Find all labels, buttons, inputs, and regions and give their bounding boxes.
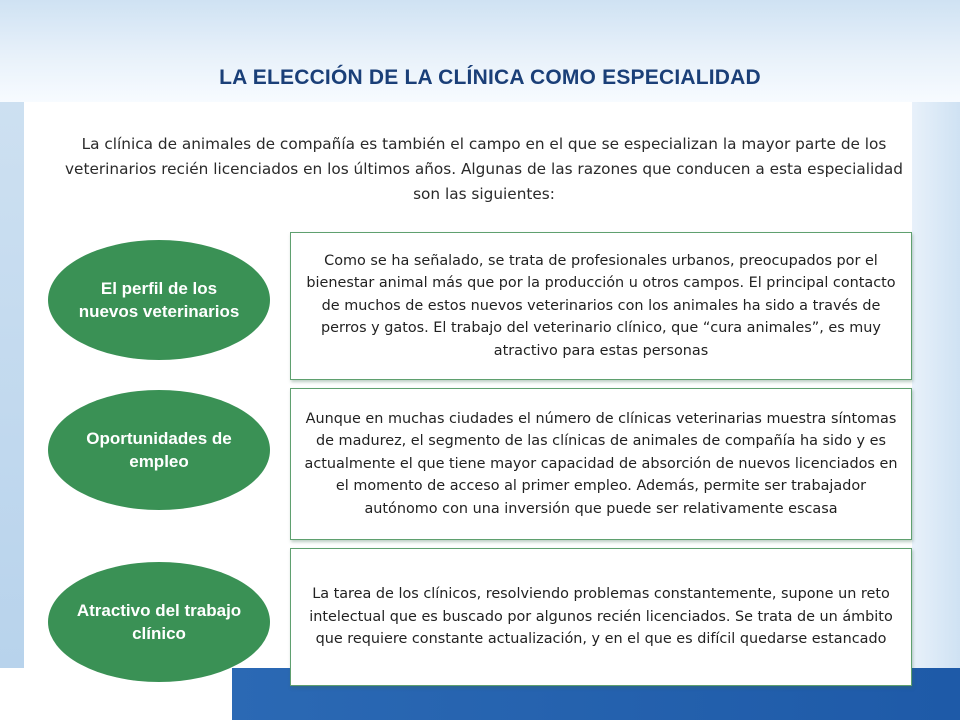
- reason-label: Oportunidades de empleo: [86, 429, 232, 471]
- reason-box-employment: [290, 388, 912, 540]
- reason-label: Atractivo del trabajo clínico: [76, 601, 242, 643]
- intro-paragraph: La clínica de animales de compañía es también el campo en el que se especializan la mayor parte de los veterinarios recién licenciados en los últimos años. Algunas de las razones que conducen a esta especialidad son las siguientes:: [64, 135, 904, 203]
- reason-box-profile: [290, 232, 912, 380]
- right-border-band: [912, 102, 960, 668]
- reason-text: Como se ha señalado, se trata de profesionales urbanos, preocupados por el bienestar animal más que por la producción u otros campos. El principal contacto de muchos de estos nuevos veterinarios con los animales ha sido a través de perros y gatos. El trabajo del veterinario clínico, que “cura animales”, es muy atractivo para estas personas: [306, 252, 896, 359]
- slide-title: LA ELECCIÓN DE LA CLÍNICA COMO ESPECIALIDAD: [219, 66, 761, 89]
- reason-text: La tarea de los clínicos, resolviendo problemas constantemente, supone un reto intelectual que es buscado por algunos recién licenciados. Se trata de un ámbito que requiere constante actualización, y en el que es difícil quedarse estancado: [309, 586, 893, 648]
- reason-text: Aunque en muchas ciudades el número de clínicas veterinarias muestra síntomas de madurez, el segmento de las clínicas de animales de compañía ha sido y es actualmente el que tiene mayor capacidad de absorción de nuevos licenciados en el momento de acceso al primer empleo. Además, permite ser trabajador autónomo con una inversión que puede ser relativamente escasa: [304, 410, 898, 517]
- reason-oval-employment: [48, 390, 270, 510]
- reason-oval-appeal: [48, 562, 270, 682]
- reason-box-appeal: [290, 548, 912, 686]
- reason-oval-profile: [48, 240, 270, 360]
- reason-label: El perfil de los nuevos veterinarios: [78, 279, 240, 321]
- left-border-band: [0, 102, 24, 668]
